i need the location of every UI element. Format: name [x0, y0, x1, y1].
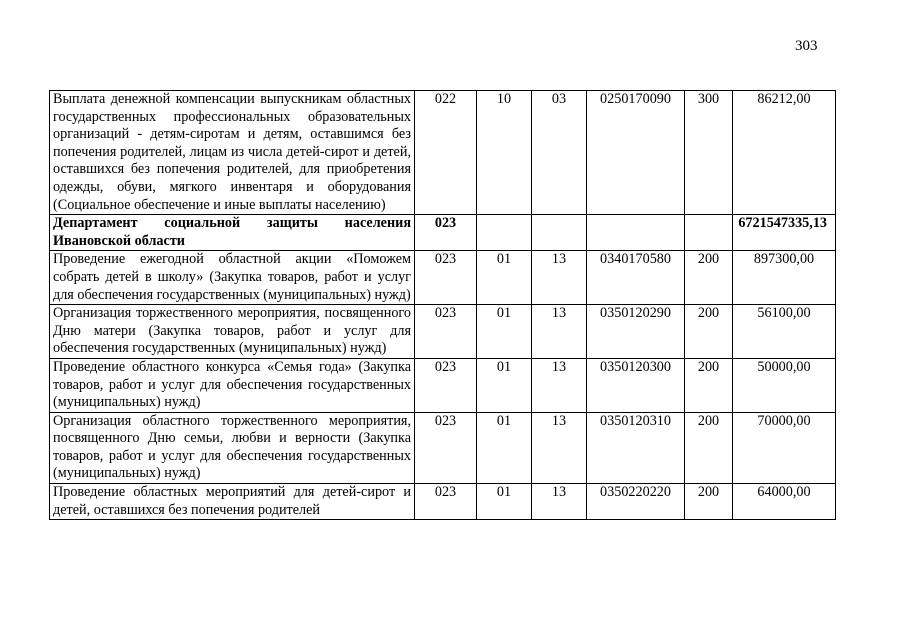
amount: 897300,00	[733, 251, 836, 305]
expense-type-code: 200	[685, 484, 733, 520]
expense-type-code: 300	[685, 91, 733, 215]
target-article-code: 0350120290	[587, 305, 685, 359]
row-description: Организация торжественного мероприятия, посвященного Дню матери (Закупка товаров, работ и услуг для обеспечения государственных (муниципальных) нужд)	[50, 305, 415, 359]
row-description: Выплата денежной компенсации выпускникам областных государственных профессиональных образовательных организаций - детям-сиротам и детям, оставшимся без попечения родителей, лицам из числа детей-сирот и детей, оставшихся без попечения родителей, для приобретения одежды, обуви, мягкого инвентаря и оборудования (Социальное обеспечение и иные выплаты населению)	[50, 91, 415, 215]
row-description: Департамент социальной защиты населения Ивановской области	[50, 215, 415, 251]
target-article-code	[587, 215, 685, 251]
subsection-code	[532, 215, 587, 251]
section-code: 01	[477, 412, 532, 483]
grbs-code: 023	[415, 251, 477, 305]
grbs-code: 023	[415, 358, 477, 412]
target-article-code: 0250170090	[587, 91, 685, 215]
expense-type-code: 200	[685, 358, 733, 412]
expense-type-code	[685, 215, 733, 251]
target-article-code: 0350220220	[587, 484, 685, 520]
grbs-code: 023	[415, 412, 477, 483]
table-row	[50, 91, 836, 215]
row-description: Организация областного торжественного мероприятия, посвященного Дню семьи, любви и верности (Закупка товаров, работ и услуг для обеспечения государственных (муниципальных) нужд)	[50, 412, 415, 483]
row-description: Проведение областных мероприятий для детей-сирот и детей, оставшихся без попечения родителей	[50, 484, 415, 520]
grbs-code: 023	[415, 305, 477, 359]
subsection-code: 03	[532, 91, 587, 215]
amount: 70000,00	[733, 412, 836, 483]
subsection-code: 13	[532, 484, 587, 520]
row-description: Проведение ежегодной областной акции «Поможем собрать детей в школу» (Закупка товаров, работ и услуг для обеспечения государственных (муниципальных) нужд)	[50, 251, 415, 305]
target-article-code: 0340170580	[587, 251, 685, 305]
section-code: 01	[477, 305, 532, 359]
row-description: Проведение областного конкурса «Семья года» (Закупка товаров, работ и услуг для обеспечения государственных (муниципальных) нужд)	[50, 358, 415, 412]
table-row	[50, 358, 836, 412]
table-row	[50, 251, 836, 305]
section-code: 01	[477, 358, 532, 412]
subsection-code: 13	[532, 251, 587, 305]
section-code	[477, 215, 532, 251]
grbs-code: 023	[415, 215, 477, 251]
expense-type-code: 200	[685, 251, 733, 305]
grbs-code: 023	[415, 484, 477, 520]
grbs-code: 022	[415, 91, 477, 215]
section-code: 01	[477, 251, 532, 305]
table-row	[50, 484, 836, 520]
subsection-code: 13	[532, 358, 587, 412]
section-code: 10	[477, 91, 532, 215]
table-row	[50, 412, 836, 483]
page-number: 303	[795, 38, 818, 54]
target-article-code: 0350120310	[587, 412, 685, 483]
amount: 6721547335,13	[733, 215, 836, 251]
subsection-code: 13	[532, 305, 587, 359]
subsection-code: 13	[532, 412, 587, 483]
section-code: 01	[477, 484, 532, 520]
amount: 50000,00	[733, 358, 836, 412]
expense-type-code: 200	[685, 305, 733, 359]
expense-type-code: 200	[685, 412, 733, 483]
budget-table	[49, 90, 836, 520]
amount: 86212,00	[733, 91, 836, 215]
amount: 56100,00	[733, 305, 836, 359]
table-row	[50, 305, 836, 359]
table-row	[50, 215, 836, 251]
target-article-code: 0350120300	[587, 358, 685, 412]
amount: 64000,00	[733, 484, 836, 520]
